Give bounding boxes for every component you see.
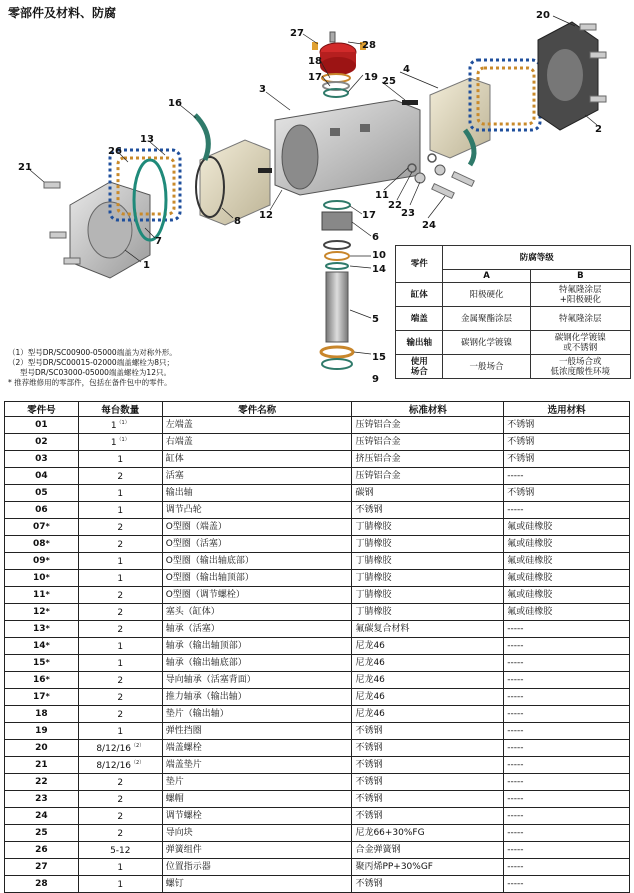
callout-17-top: 17 [308,72,322,83]
callout-16: 16 [168,98,182,109]
callout-25: 25 [382,76,396,87]
callout-20: 20 [536,10,550,21]
callout-2: 2 [595,124,602,135]
table-row: 10* 1 O型圈（输出轴顶部） 丁腈橡胶 氟或硅橡胶 [5,570,630,587]
protection-grade-table [395,245,631,379]
callout-17-bottom: 17 [362,210,376,221]
callout-9: 9 [372,374,379,385]
table-row: 06 1 调节凸轮 不锈钢 ----- [5,502,630,519]
position-indicator [312,32,366,75]
col-std-material: 标准材料 [352,402,504,417]
right-end-cap [538,22,598,130]
callout-11: 11 [375,190,389,201]
right-piston [430,78,490,158]
table-row: 19 1 弹性挡圈 不锈钢 ----- [5,723,630,740]
callout-10: 10 [372,250,386,261]
table-row: 14* 1 轴承（输出轴顶部） 尼龙46 ----- [5,638,630,655]
table-row: 05 1 输出轴 碳钢 不锈钢 [5,485,630,502]
protection-row: 输出轴 碳钢化学镀镍 碳钢化学镀镍 或不锈钢 [396,331,631,355]
callout-15: 15 [372,352,386,363]
callout-14: 14 [372,264,386,275]
cylinder-body [275,100,420,195]
page-title: 零部件及材料、防腐 [8,6,117,20]
table-row: 20 $8/12/16^{(2)}$ 端盖螺栓 不锈钢 ----- [5,740,630,757]
table-row: 17* 2 推力轴承（输出轴） 尼龙46 ----- [5,689,630,706]
table-row: 12* 2 塞头（缸体） 丁腈橡胶 氟或硅橡胶 [5,604,630,621]
col-name: 零件名称 [162,402,352,417]
protection-col-a: A [443,270,530,283]
col-part-no: 零件号 [5,402,79,417]
callout-26: 26 [108,146,122,157]
callout-3: 3 [259,84,266,95]
callout-5: 5 [372,314,379,325]
table-row: 04 2 活塞 压铸铝合金 ----- [5,468,630,485]
plug-left [258,168,272,173]
note-2: （2）型号DR/SC00015-02000端盖螺栓为8只； [8,358,174,367]
callout-8: 8 [234,216,241,227]
footnotes [8,348,177,388]
protection-header-grade: 防腐等级 [443,246,631,270]
callout-23: 23 [401,208,415,219]
col-qty: 每台数量 [78,402,162,417]
parts-list-table [4,401,630,893]
guide-bearing-left [195,115,208,160]
output-shaft-assembly [321,201,353,369]
callout-22: 22 [388,200,402,211]
table-row: 02 $1^{(1)}$ 右端盖 压铸铝合金 不锈钢 [5,434,630,451]
callout-7: 7 [155,236,162,247]
table-row: 13* 2 轴承（活塞） 氟碳复合材料 ----- [5,621,630,638]
protection-row: 使用 场合 一般场合 一般场合或 低浓度酸性环境 [396,355,631,379]
callout-13: 13 [140,134,154,145]
callout-12: 12 [259,210,273,221]
parts-header-row [5,402,630,417]
table-row: 01 $1^{(1)}$ 左端盖 压铸铝合金 不锈钢 [5,417,630,434]
table-row: 27 1 位置指示器 聚丙烯PP+30%GF ----- [5,859,630,876]
note-4: * 推荐维修用的零部件，包括在备件包中的零件。 [8,378,172,387]
protection-header-part: 零件 [396,246,443,283]
table-row: 23 2 螺帽 不锈钢 ----- [5,791,630,808]
callout-18: 18 [308,56,322,67]
table-row: 08* 2 O型圈（活塞） 丁腈橡胶 氟或硅橡胶 [5,536,630,553]
table-row: 15* 1 轴承（输出轴底部） 尼龙46 ----- [5,655,630,672]
table-row: 16* 2 导向轴承（活塞背面） 尼龙46 ----- [5,672,630,689]
table-row: 07* 2 O型圈（端盖） 丁腈橡胶 氟或硅橡胶 [5,519,630,536]
callout-4: 4 [403,64,410,75]
callout-6: 6 [372,232,379,243]
callout-19: 19 [364,72,378,83]
callout-1: 1 [143,260,150,271]
table-row: 24 2 调节螺栓 不锈钢 ----- [5,808,630,825]
protection-col-b: B [530,270,630,283]
table-row: 03 1 缸体 挤压铝合金 不锈钢 [5,451,630,468]
table-row: 25 2 导向块 尼龙66+30%FG ----- [5,825,630,842]
callout-28: 28 [362,40,376,51]
table-row: 28 1 螺钉 不锈钢 ----- [5,876,630,893]
table-row: 26 5-12 弹簧组件 合金弹簧钢 ----- [5,842,630,859]
note-3: 型号DR/SC03000-05000端盖螺栓为12只。 [20,368,171,377]
note-1: （1）型号DR/SC00900-05000端盖为对称外形。 [8,348,177,357]
table-row: 21 $8/12/16^{(2)}$ 端盖垫片 不锈钢 ----- [5,757,630,774]
col-opt-material: 选用材料 [504,402,630,417]
callout-21: 21 [18,162,32,173]
table-row: 22 2 垫片 不锈钢 ----- [5,774,630,791]
protection-row: 缸体 阳极硬化 特氟隆涂层 +阳极硬化 [396,283,631,307]
callout-24: 24 [422,220,436,231]
callout-27: 27 [290,28,304,39]
table-row: 11* 2 O型圈（调节螺栓） 丁腈橡胶 氟或硅橡胶 [5,587,630,604]
guide-block [402,100,418,105]
table-row: 18 2 垫片（输出轴） 尼龙46 ----- [5,706,630,723]
protection-row: 端盖 金属聚酯涂层 特氟隆涂层 [396,307,631,331]
table-row: 09* 1 O型圈（输出轴底部） 丁腈橡胶 氟或硅橡胶 [5,553,630,570]
